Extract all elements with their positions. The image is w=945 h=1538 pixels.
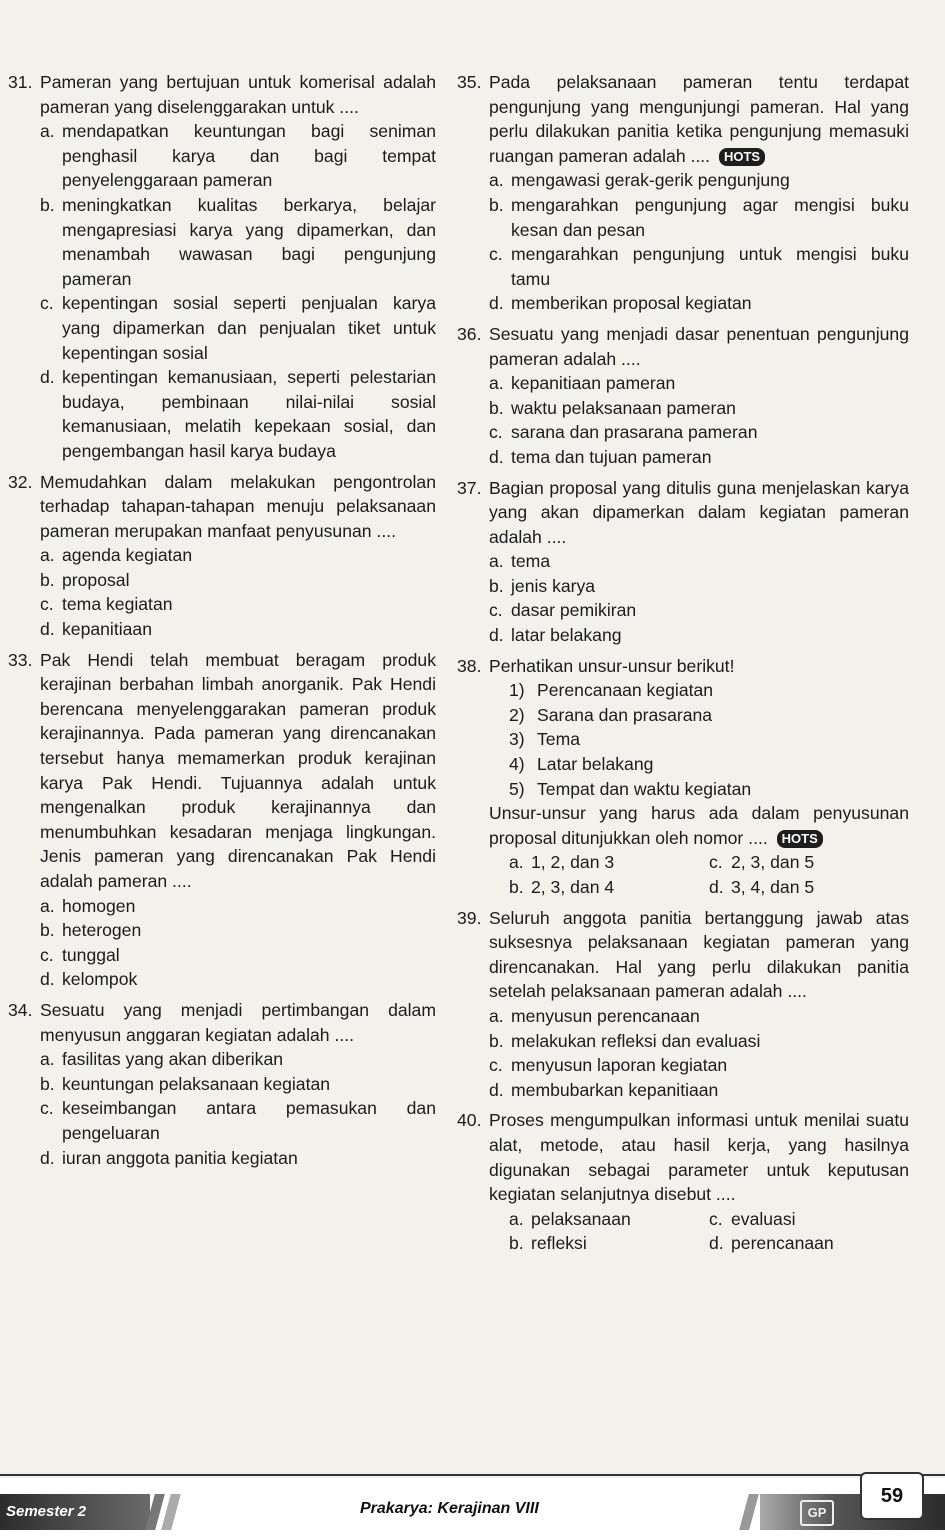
list-text: Perencanaan kegiatan [537,680,714,701]
option-text: iuran anggota panitia kegiatan [62,1147,298,1168]
option-letter: c. [709,852,723,873]
option[interactable] [489,371,909,396]
decor-slash [161,1494,181,1530]
question-36 [457,322,909,470]
question-38 [457,654,909,900]
option[interactable] [489,168,909,193]
option-letter: d. [489,446,504,467]
question-number: 39. [457,907,482,928]
question-number: 32. [8,471,33,492]
option-letter: b. [489,1030,504,1051]
question-stem: Proses mengumpulkan informasi untuk menilai suatu alat, metode, atau hasil kerja, yang hasilnya digunakan sebagai parameter untuk keputusan kegiatan selanjutnya disebut .... [489,1110,909,1205]
question-34 [8,998,436,1170]
option-text: dasar pemikiran [511,600,637,621]
option-letter: c. [489,244,503,265]
option-text: mengawasi gerak-gerik pengunjung [511,170,790,191]
option-letter: b. [40,920,55,941]
option[interactable] [489,574,909,599]
option-text: tunggal [62,944,120,965]
right-column [457,70,909,1256]
option-text: pelaksanaan [531,1208,631,1229]
option-letter: b. [40,194,55,215]
option-letter: b. [489,194,504,215]
option-text: 2, 3, dan 5 [731,852,815,873]
list-item [509,678,909,703]
option-letter: d. [40,969,55,990]
option[interactable] [40,592,436,617]
option-letter: d. [40,619,55,640]
option[interactable] [489,291,909,316]
option-letter: c. [709,1208,723,1229]
option[interactable] [40,291,436,365]
question-number: 36. [457,323,482,344]
option[interactable] [489,396,909,421]
option-letter: a. [489,373,504,394]
option-text: sarana dan prasarana pameran [511,422,758,443]
option[interactable] [489,445,909,470]
option-text: heterogen [62,920,142,941]
question-number: 31. [8,72,33,92]
question-35 [457,70,909,316]
list-text: Tema [537,729,581,750]
question-number: 33. [8,649,33,670]
question-stem: Sesuatu yang menjadi dasar penentuan pengunjung pameran adalah .... [489,323,909,369]
option-text: melakukan refleksi dan evaluasi [511,1030,761,1051]
option-letter: a. [40,895,55,916]
list-number: 3) [509,729,525,750]
option-letter: a. [489,170,504,191]
option-letter: b. [40,569,55,590]
option-letter: c. [40,1098,54,1119]
option-text: tema [511,551,551,572]
question-stem: Perhatikan unsur-unsur berikut! [489,655,735,676]
page-footer [0,1478,945,1538]
option-text: 2, 3, dan 4 [531,877,615,897]
option-text: homogen [62,895,136,916]
option-text: mengarahkan pengunjung untuk mengisi buku tamu [511,244,909,289]
list-text: Sarana dan prasarana [537,704,713,725]
option-text: keseimbangan antara pemasukan dan pengeluaran [62,1098,436,1143]
option-text: perencanaan [731,1233,834,1254]
question-31 [8,70,436,464]
option[interactable] [40,1047,436,1072]
option[interactable] [40,1072,436,1097]
option[interactable] [40,119,436,193]
list-number: 5) [509,778,525,799]
option[interactable] [509,875,709,900]
option-letter: d. [709,877,724,897]
question-37 [457,476,909,648]
option-letter: d. [709,1233,724,1254]
option[interactable] [40,193,436,291]
option-text: memberikan proposal kegiatan [511,293,752,314]
subject-title: Prakarya: Kerajinan VIII [360,1500,539,1517]
question-39 [457,906,909,1103]
option[interactable] [489,598,909,623]
option-text: membubarkan kepanitiaan [511,1079,719,1100]
option[interactable] [509,1231,709,1256]
question-stem: Pada pelaksanaan pameran tentu terdapat pengunjung yang mengunjungi pameran. Hal yang perlu dilakukan panitia ketika pengunjung memasuki ruangan pameran adalah .... [489,72,909,166]
option-text: latar belakang [511,625,622,646]
semester-label: Semester 2 [0,1494,150,1530]
option[interactable] [489,420,909,445]
option[interactable] [40,1096,436,1145]
option[interactable] [40,617,436,642]
option-text: evaluasi [731,1208,796,1229]
list-item [509,777,909,802]
list-text: Latar belakang [537,754,654,775]
option-text: 3, 4, dan 5 [731,877,815,897]
list-number: 4) [509,754,525,775]
option[interactable] [489,1078,909,1103]
option-letter: d. [489,625,504,646]
option-letter: a. [40,545,55,566]
question-number: 34. [8,999,33,1020]
option-letter: c. [489,1055,503,1076]
question-follow-up: Unsur-unsur yang harus ada dalam penyusunan proposal ditunjukkan oleh nomor .... [489,803,909,848]
option-letter: d. [40,367,55,388]
option-text: meningkatkan kualitas berkarya, belajar mengapresiasi karya yang dipamerkan, dan menambah wawasan bagi pengunjung pameran [62,194,436,289]
option-letter: b. [40,1073,55,1094]
option-letter: c. [40,293,54,314]
question-stem: Memudahkan dalam melakukan pengontrolan terhadap tahapan-tahapan menuju pelaksanaan pameran merupakan manfaat penyusunan .... [40,471,436,541]
option[interactable] [489,242,909,291]
list-item [509,703,909,728]
option-text: jenis karya [511,575,596,596]
option-letter: d. [489,293,504,314]
option[interactable] [709,1231,909,1256]
option-letter: b. [489,397,504,418]
option-letter: c. [489,600,503,621]
option[interactable] [709,850,909,875]
option[interactable] [489,549,909,574]
option-letter: d. [489,1079,504,1100]
option-letter: c. [489,422,503,443]
hots-badge: HOTS [777,830,823,848]
question-stem: Sesuatu yang menjadi pertimbangan dalam menyusun anggaran kegiatan adalah .... [40,999,436,1045]
option-letter: b. [509,877,524,897]
hots-badge: HOTS [719,148,765,166]
option-letter: c. [40,944,54,965]
question-stem: Pameran yang bertujuan untuk komerisal adalah pameran yang diselenggarakan untuk .... [40,72,436,117]
option-letter: c. [40,594,54,615]
option-letter: a. [489,551,504,572]
option-text: proposal [62,569,130,590]
option[interactable] [489,1004,909,1029]
question-40 [457,1108,909,1256]
option-text: menyusun perencanaan [511,1005,700,1026]
option[interactable] [489,193,909,242]
option-text: kelompok [62,969,138,990]
question-number: 38. [457,655,482,676]
option-text: kepanitiaan [62,619,152,640]
option[interactable] [489,1053,909,1078]
decor-slash [739,1494,759,1530]
list-number: 2) [509,704,525,725]
option-text: kepanitiaan pameran [511,373,676,394]
question-33 [8,648,436,992]
option-text: keuntungan pelaksanaan kegiatan [62,1073,331,1094]
question-stem: Bagian proposal yang ditulis guna menjelaskan karya yang akan dipamerkan dalam kegiatan pameran adalah .... [489,477,909,547]
option-text: agenda kegiatan [62,545,193,566]
option[interactable] [40,568,436,593]
question-number: 35. [457,72,482,92]
option[interactable] [709,875,909,900]
list-item [509,752,909,777]
option-text: menyusun laporan kegiatan [511,1055,728,1076]
option-text: tema dan tujuan pameran [511,446,712,467]
option[interactable] [40,967,436,992]
option-text: refleksi [531,1233,587,1254]
question-stem: Pak Hendi telah membuat beragam produk kerajinan berbahan limbah anorganik. Pak Hendi berencana menyelenggarakan pameran produk kerajinannya. Pada pameran yang direncanakan tersebut hanya memamerkan produk kerajinan karya Pak Hendi. Tujuannya adalah untuk mengenalkan produk kerajinannya dan menumbuhkan kesadaran menjaga lingkungan. Jenis pameran yang direncanakan Pak Hendi adalah pameran .... [40,649,436,891]
option-letter: a. [40,121,55,142]
list-text: Tempat dan waktu kegiatan [537,778,752,799]
list-number: 1) [509,680,525,701]
option-text: 1, 2, dan 3 [531,852,615,873]
option-text: mengarahkan pengunjung agar mengisi buku kesan dan pesan [511,194,909,240]
question-32 [8,470,436,642]
question-number: 40. [457,1110,482,1131]
option[interactable] [509,850,709,875]
option[interactable] [489,1029,909,1054]
option-text: mendapatkan keuntungan bagi seniman penghasil karya dan bagi tempat penyelenggaraan pameran [62,121,436,191]
element-list [509,678,909,801]
option[interactable] [709,1207,909,1232]
publisher-logo-icon: GP [800,1500,834,1526]
question-stem: Seluruh anggota panitia bertanggung jawab atas suksesnya pelaksanaan kegiatan pameran yang direncanakan. Hal yang perlu dilakukan panitia setelah pelaksanaan pameran adalah .... [489,907,909,1002]
option[interactable] [40,1146,436,1171]
option-letter: a. [489,1005,504,1026]
option-text: waktu pelaksanaan pameran [511,397,736,418]
footer-divider [0,1474,945,1476]
list-item [509,727,909,752]
option-letter: a. [40,1049,55,1070]
option-letter: b. [509,1233,524,1254]
option[interactable] [509,1207,709,1232]
option[interactable] [489,623,909,648]
option-letter: d. [40,1147,55,1168]
option-letter: b. [489,575,504,596]
option[interactable] [40,943,436,968]
page-number: 59 [860,1472,924,1520]
left-column [8,70,436,1170]
question-number: 37. [457,477,482,498]
option[interactable] [40,365,436,463]
option-letter: a. [509,852,524,873]
option-letter: a. [509,1208,524,1229]
option-text: kepentingan sosial seperti penjualan karya yang dipamerkan dan penjualan tiket untuk kepentingan sosial [62,293,436,363]
option-text: kepentingan kemanusiaan, seperti pelestarian budaya, pembinaan nilai-nilai sosial kemanusiaan, melatih kepekaan sosial, dan pengembangan hasil karya budaya [62,367,436,461]
option-text: fasilitas yang akan diberikan [62,1049,284,1070]
option[interactable] [40,894,436,919]
option[interactable] [40,918,436,943]
option[interactable] [40,543,436,568]
option-text: tema kegiatan [62,594,173,615]
